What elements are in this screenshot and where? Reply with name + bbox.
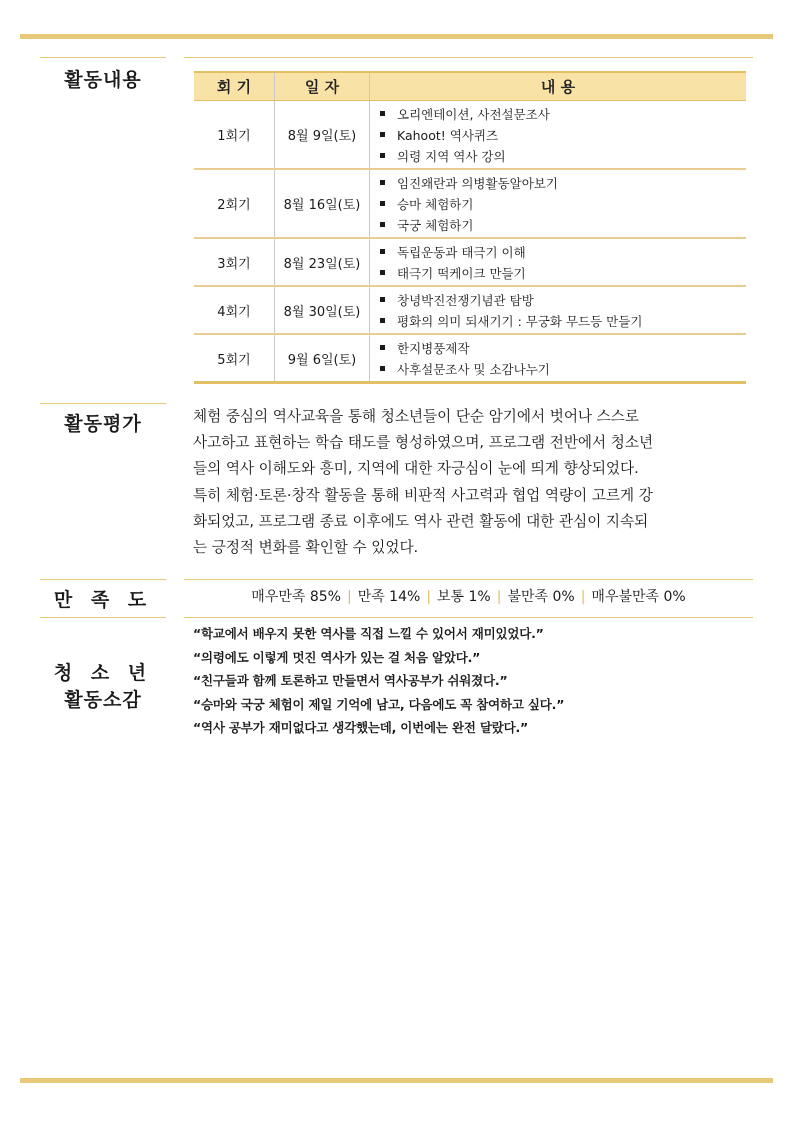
list-item xyxy=(380,241,746,262)
date-cell: 8월 30일(토) xyxy=(275,286,370,334)
item-text: 독립운동과 태극기 이해 xyxy=(397,244,526,260)
date-cell: 8월 16일(토) xyxy=(275,169,370,238)
bullet-icon xyxy=(380,201,385,206)
bullet-icon xyxy=(380,222,385,227)
items-cell xyxy=(370,101,747,170)
items-cell xyxy=(370,286,747,334)
table-row xyxy=(194,238,746,286)
evaluation-text xyxy=(193,404,743,561)
separator: | xyxy=(580,589,586,605)
date-cell: 8월 23일(토) xyxy=(275,238,370,286)
header-content: 내 용 xyxy=(370,72,747,101)
header-date: 일 자 xyxy=(275,72,370,101)
top-rule xyxy=(20,34,773,39)
item-text: 한지병풍제작 xyxy=(397,340,470,356)
round-cell: 1회기 xyxy=(194,101,275,170)
youth-label-line2: 활동소감 xyxy=(64,689,142,711)
item-text: 오리엔테이션, 사전설문조사 xyxy=(397,106,550,122)
satisfaction-top-rule xyxy=(184,579,753,580)
evaluation-line: 특히 체험·토론·창작 활동을 통해 비판적 사고력과 협업 역량이 고르게 강 xyxy=(193,486,653,504)
table-row xyxy=(194,286,746,334)
satisfaction-item: 매우만족 85% xyxy=(251,589,341,605)
satisfaction-row xyxy=(184,586,753,606)
round-cell: 2회기 xyxy=(194,169,275,238)
bullet-icon xyxy=(380,270,385,275)
round-cell: 5회기 xyxy=(194,334,275,383)
items-cell xyxy=(370,334,747,383)
activities-content-rule xyxy=(184,57,753,58)
review-quote: “의령에도 이렇게 멋진 역사가 있는 걸 처음 알았다.” xyxy=(193,649,481,665)
satisfaction-item: 불만족 0% xyxy=(507,589,575,605)
bullet-icon xyxy=(380,132,385,137)
list-item xyxy=(380,145,746,166)
item-text: 평화의 의미 되새기기 : 무궁화 무드등 만들기 xyxy=(397,313,643,329)
list-item xyxy=(380,358,746,379)
youth-label-line1: 청 소 년 xyxy=(53,662,153,684)
bullet-icon xyxy=(380,249,385,254)
items-cell xyxy=(370,169,747,238)
review-quote: “승마와 국궁 체험이 제일 기억에 남고, 다음에도 꼭 참여하고 싶다.” xyxy=(193,696,565,712)
satisfaction-bottom-rule xyxy=(184,617,753,618)
list-item xyxy=(380,262,746,283)
date-cell: 8월 9일(토) xyxy=(275,101,370,170)
evaluation-label: 활동평가 xyxy=(64,413,142,435)
separator: | xyxy=(496,589,502,605)
evaluation-line: 사고하고 표현하는 학습 태도를 형성하였으며, 프로그램 전반에서 청소년 xyxy=(193,434,654,452)
evaluation-line: 들의 역사 이해도와 흥미, 지역에 대한 자긍심이 눈에 띄게 향상되었다. xyxy=(193,460,639,478)
item-text: 태극기 떡케이크 만들기 xyxy=(397,265,526,281)
list-item xyxy=(380,214,746,235)
review-quote: “친구들과 함께 토론하고 만들면서 역사공부가 쉬워졌다.” xyxy=(193,673,508,688)
item-text: 창녕박진전쟁기념관 탐방 xyxy=(397,292,534,308)
separator: | xyxy=(426,589,432,605)
item-text: 사후설문조사 및 소감나누기 xyxy=(397,361,550,377)
table-row xyxy=(194,101,746,170)
item-text: 승마 체험하기 xyxy=(397,196,474,212)
round-cell: 3회기 xyxy=(194,238,275,286)
list-item xyxy=(380,172,746,193)
evaluation-line: 체험 중심의 역사교육을 통해 청소년들이 단순 암기에서 벗어나 스스로 xyxy=(193,408,639,425)
item-text: 의령 지역 역사 강의 xyxy=(397,148,506,164)
label-rule xyxy=(40,617,166,618)
table-row xyxy=(194,334,746,383)
satisfaction-item: 만족 14% xyxy=(357,589,421,605)
list-item xyxy=(380,289,746,310)
list-item xyxy=(380,124,746,145)
evaluation-line: 화되었고, 프로그램 종료 이후에도 역사 관련 활동에 대한 관심이 지속되 xyxy=(193,512,649,530)
bullet-icon xyxy=(380,111,385,116)
list-item xyxy=(380,103,746,124)
item-text: Kahoot! 역사퀴즈 xyxy=(397,127,499,143)
separator: | xyxy=(346,589,352,605)
evaluation-line: 는 긍정적 변화를 확인할 수 있었다. xyxy=(193,539,419,557)
item-text: 국궁 체험하기 xyxy=(397,217,474,233)
table-header-row xyxy=(194,72,746,101)
activities-label: 활동내용 xyxy=(64,69,142,91)
satisfaction-label: 만 족 도 xyxy=(53,589,153,611)
bullet-icon xyxy=(380,153,385,158)
bullet-icon xyxy=(380,318,385,323)
label-rule xyxy=(40,403,166,404)
activities-table xyxy=(194,71,746,384)
bullet-icon xyxy=(380,180,385,185)
review-list xyxy=(193,624,753,742)
label-rule xyxy=(40,579,166,580)
bullet-icon xyxy=(380,345,385,350)
review-quote: “역사 공부가 재미없다고 생각했는데, 이번에는 완전 달랐다.” xyxy=(193,720,529,735)
date-cell: 9월 6일(토) xyxy=(275,334,370,383)
table-row xyxy=(194,169,746,238)
item-text: 임진왜란과 의병활동알아보기 xyxy=(397,175,558,191)
satisfaction-item: 보통 1% xyxy=(437,589,491,605)
list-item xyxy=(380,310,746,331)
list-item xyxy=(380,337,746,358)
satisfaction-item: 매우불만족 0% xyxy=(591,589,686,605)
round-cell: 4회기 xyxy=(194,286,275,334)
header-round: 회 기 xyxy=(194,72,275,101)
items-cell xyxy=(370,238,747,286)
bottom-rule xyxy=(20,1078,773,1083)
label-rule xyxy=(40,57,166,58)
list-item xyxy=(380,193,746,214)
bullet-icon xyxy=(380,297,385,302)
bullet-icon xyxy=(380,366,385,371)
review-quote: “학교에서 배우지 못한 역사를 직접 느낄 수 있어서 재미있었다.” xyxy=(193,626,544,641)
